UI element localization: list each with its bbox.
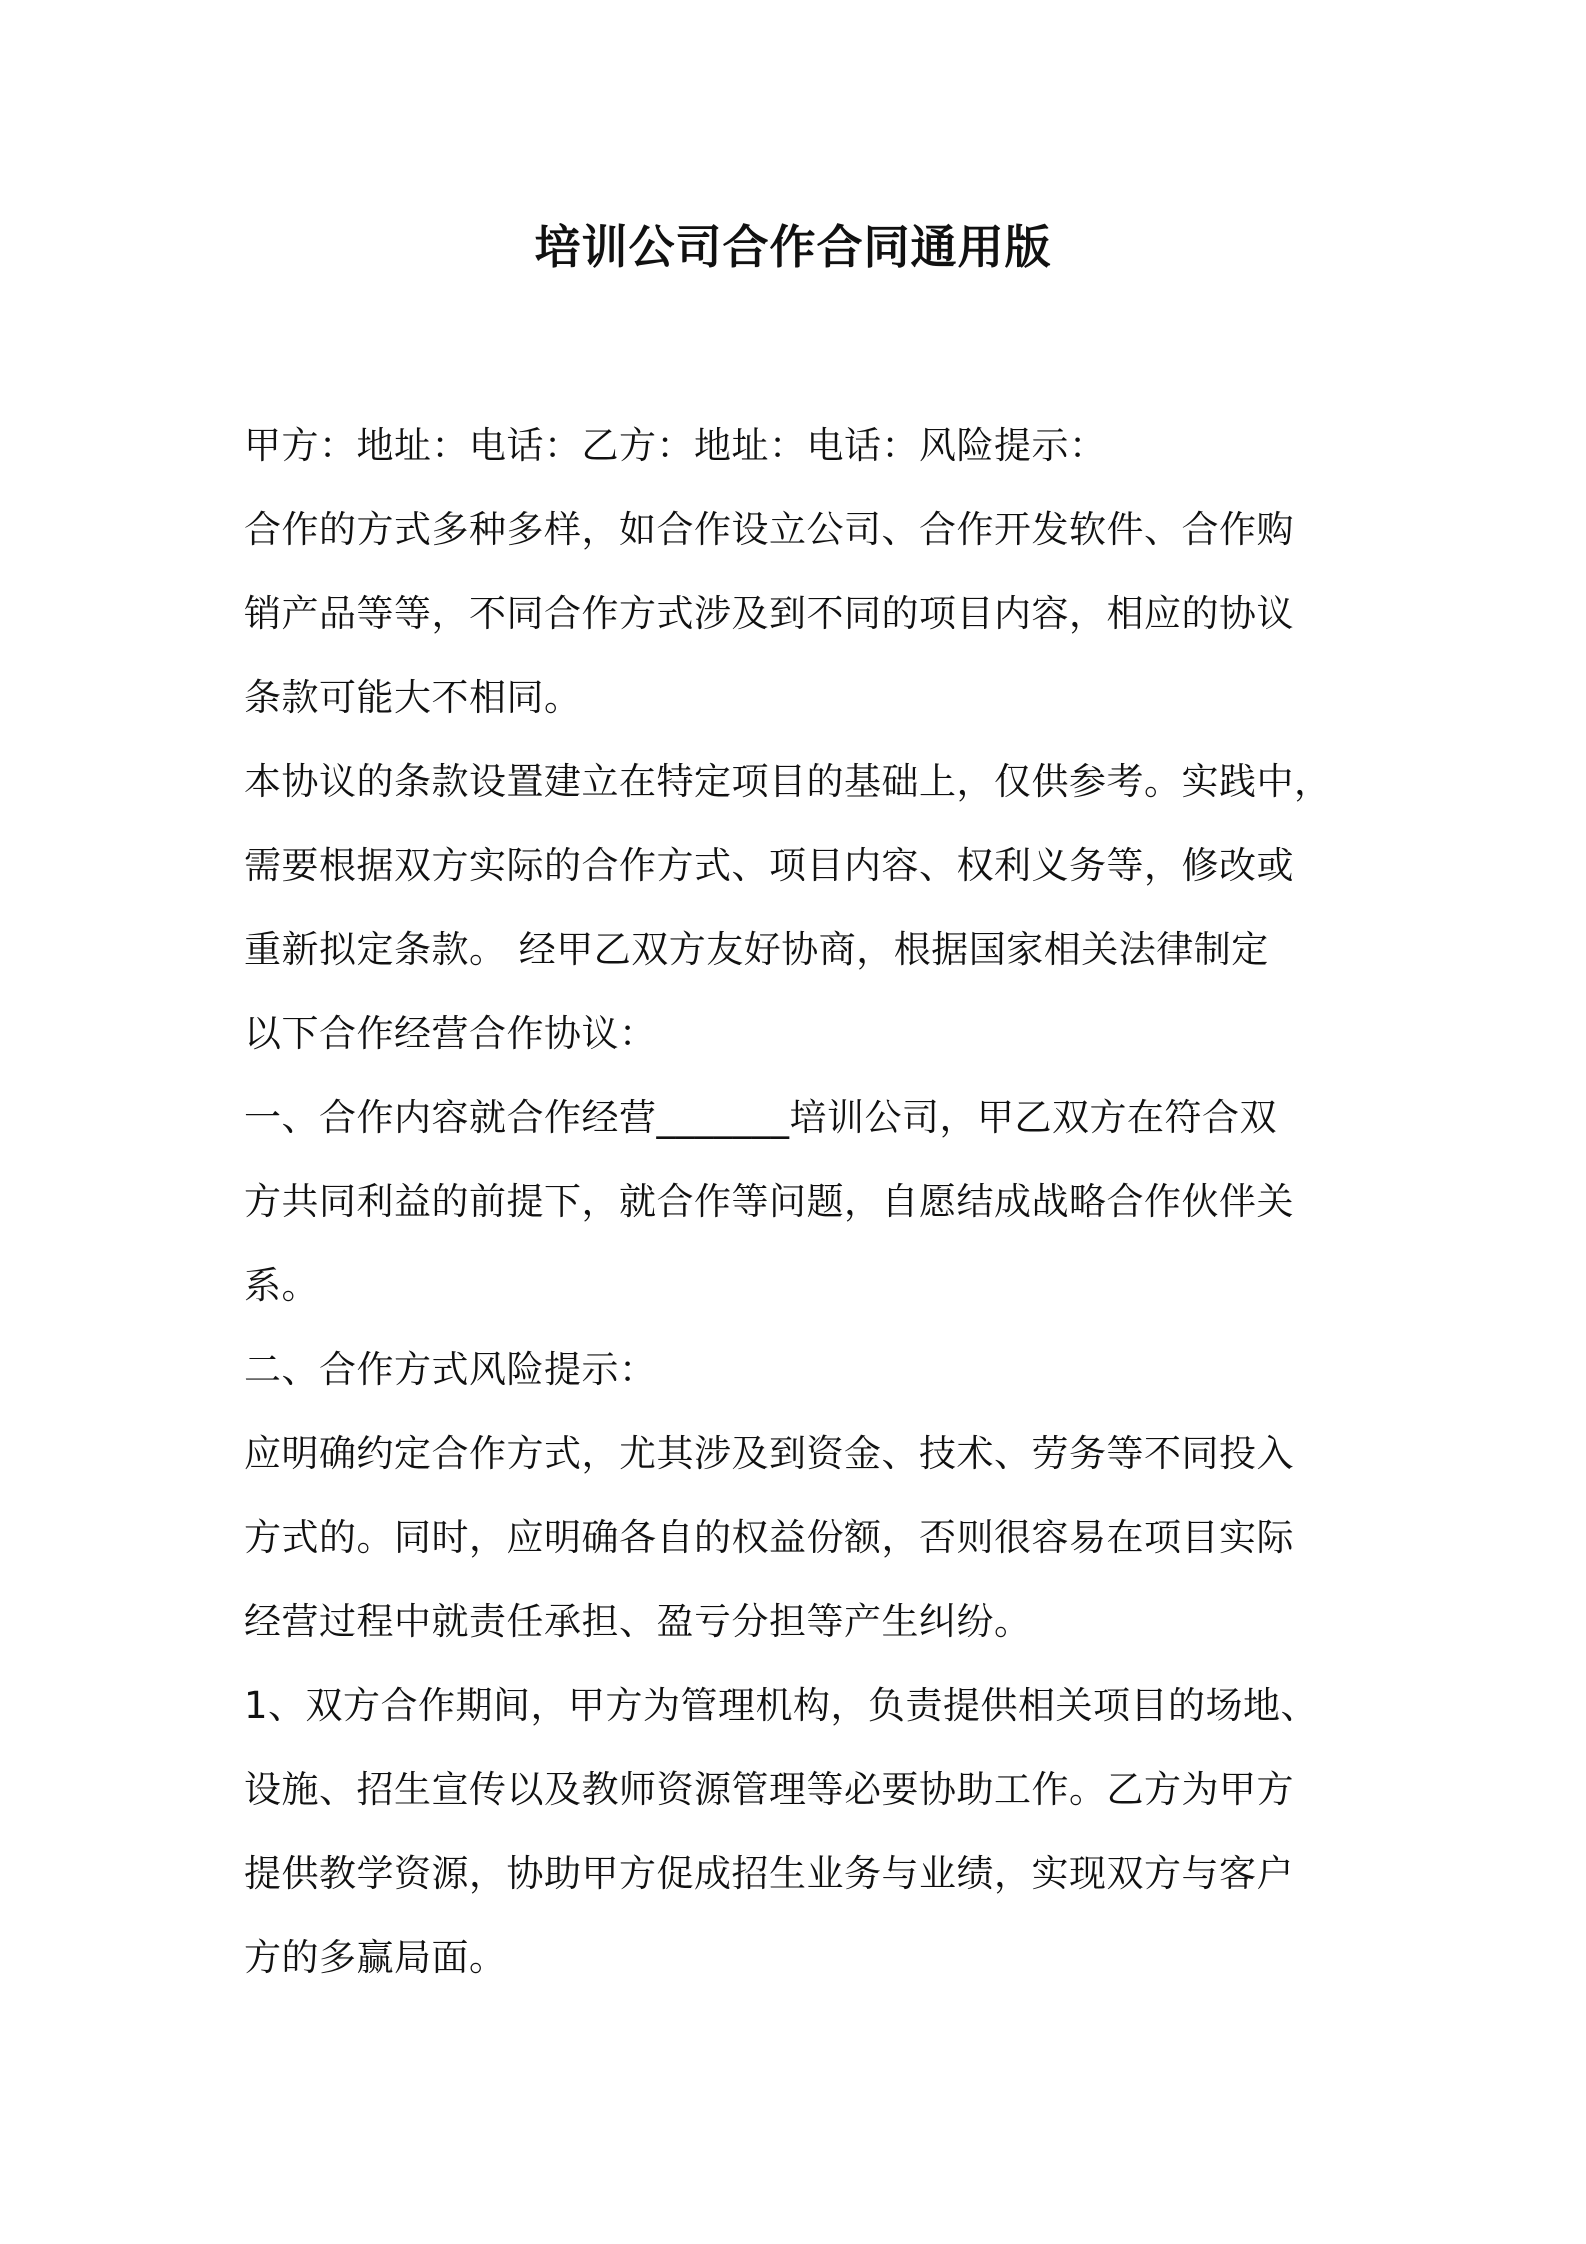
text-line: 1、双方合作期间，甲方为管理机构，负责提供相关项目的场地、 bbox=[244, 1684, 1319, 1727]
text-line: 提供教学资源，协助甲方促成招生业务与业绩，实现双方与客户 bbox=[244, 1852, 1294, 1895]
text-line: 应明确约定合作方式，尤其涉及到资金、技术、劳务等不同投入 bbox=[244, 1432, 1294, 1475]
text-line: 方式的。同时，应明确各自的权益份额，否则很容易在项目实际 bbox=[244, 1516, 1294, 1559]
text-line: 本协议的条款设置建立在特定项目的基础上，仅供参考。实践中， bbox=[244, 760, 1332, 803]
text-line: 需要根据双方实际的合作方式、项目内容、权利义务等，修改或 bbox=[244, 844, 1294, 887]
text-line: 系。 bbox=[244, 1264, 319, 1307]
text-line: 二、合作方式风险提示： bbox=[244, 1348, 657, 1391]
document-body bbox=[244, 404, 1364, 2000]
text-line: 重新拟定条款。 经甲乙双方友好协商，根据国家相关法律制定 bbox=[244, 928, 1269, 971]
text-line: 一、合作内容就合作经营_______培训公司，甲乙双方在符合双 bbox=[244, 1096, 1277, 1139]
text-line: 甲方：地址：电话：乙方：地址：电话：风险提示： bbox=[244, 424, 1107, 467]
text-line: 以下合作经营合作协议： bbox=[244, 1012, 657, 1055]
text-line: 条款可能大不相同。 bbox=[244, 676, 582, 719]
document-title: 培训公司合作合同通用版 bbox=[534, 220, 1052, 274]
text-line: 合作的方式多种多样，如合作设立公司、合作开发软件、合作购 bbox=[244, 508, 1294, 551]
text-line: 方的多赢局面。 bbox=[244, 1936, 507, 1979]
text-line: 经营过程中就责任承担、盈亏分担等产生纠纷。 bbox=[244, 1600, 1032, 1643]
text-line: 方共同利益的前提下，就合作等问题，自愿结成战略合作伙伴关 bbox=[244, 1180, 1294, 1223]
text-line: 销产品等等，不同合作方式涉及到不同的项目内容，相应的协议 bbox=[244, 592, 1294, 635]
text-line: 设施、招生宣传以及教师资源管理等必要协助工作。乙方为甲方 bbox=[244, 1768, 1294, 1811]
